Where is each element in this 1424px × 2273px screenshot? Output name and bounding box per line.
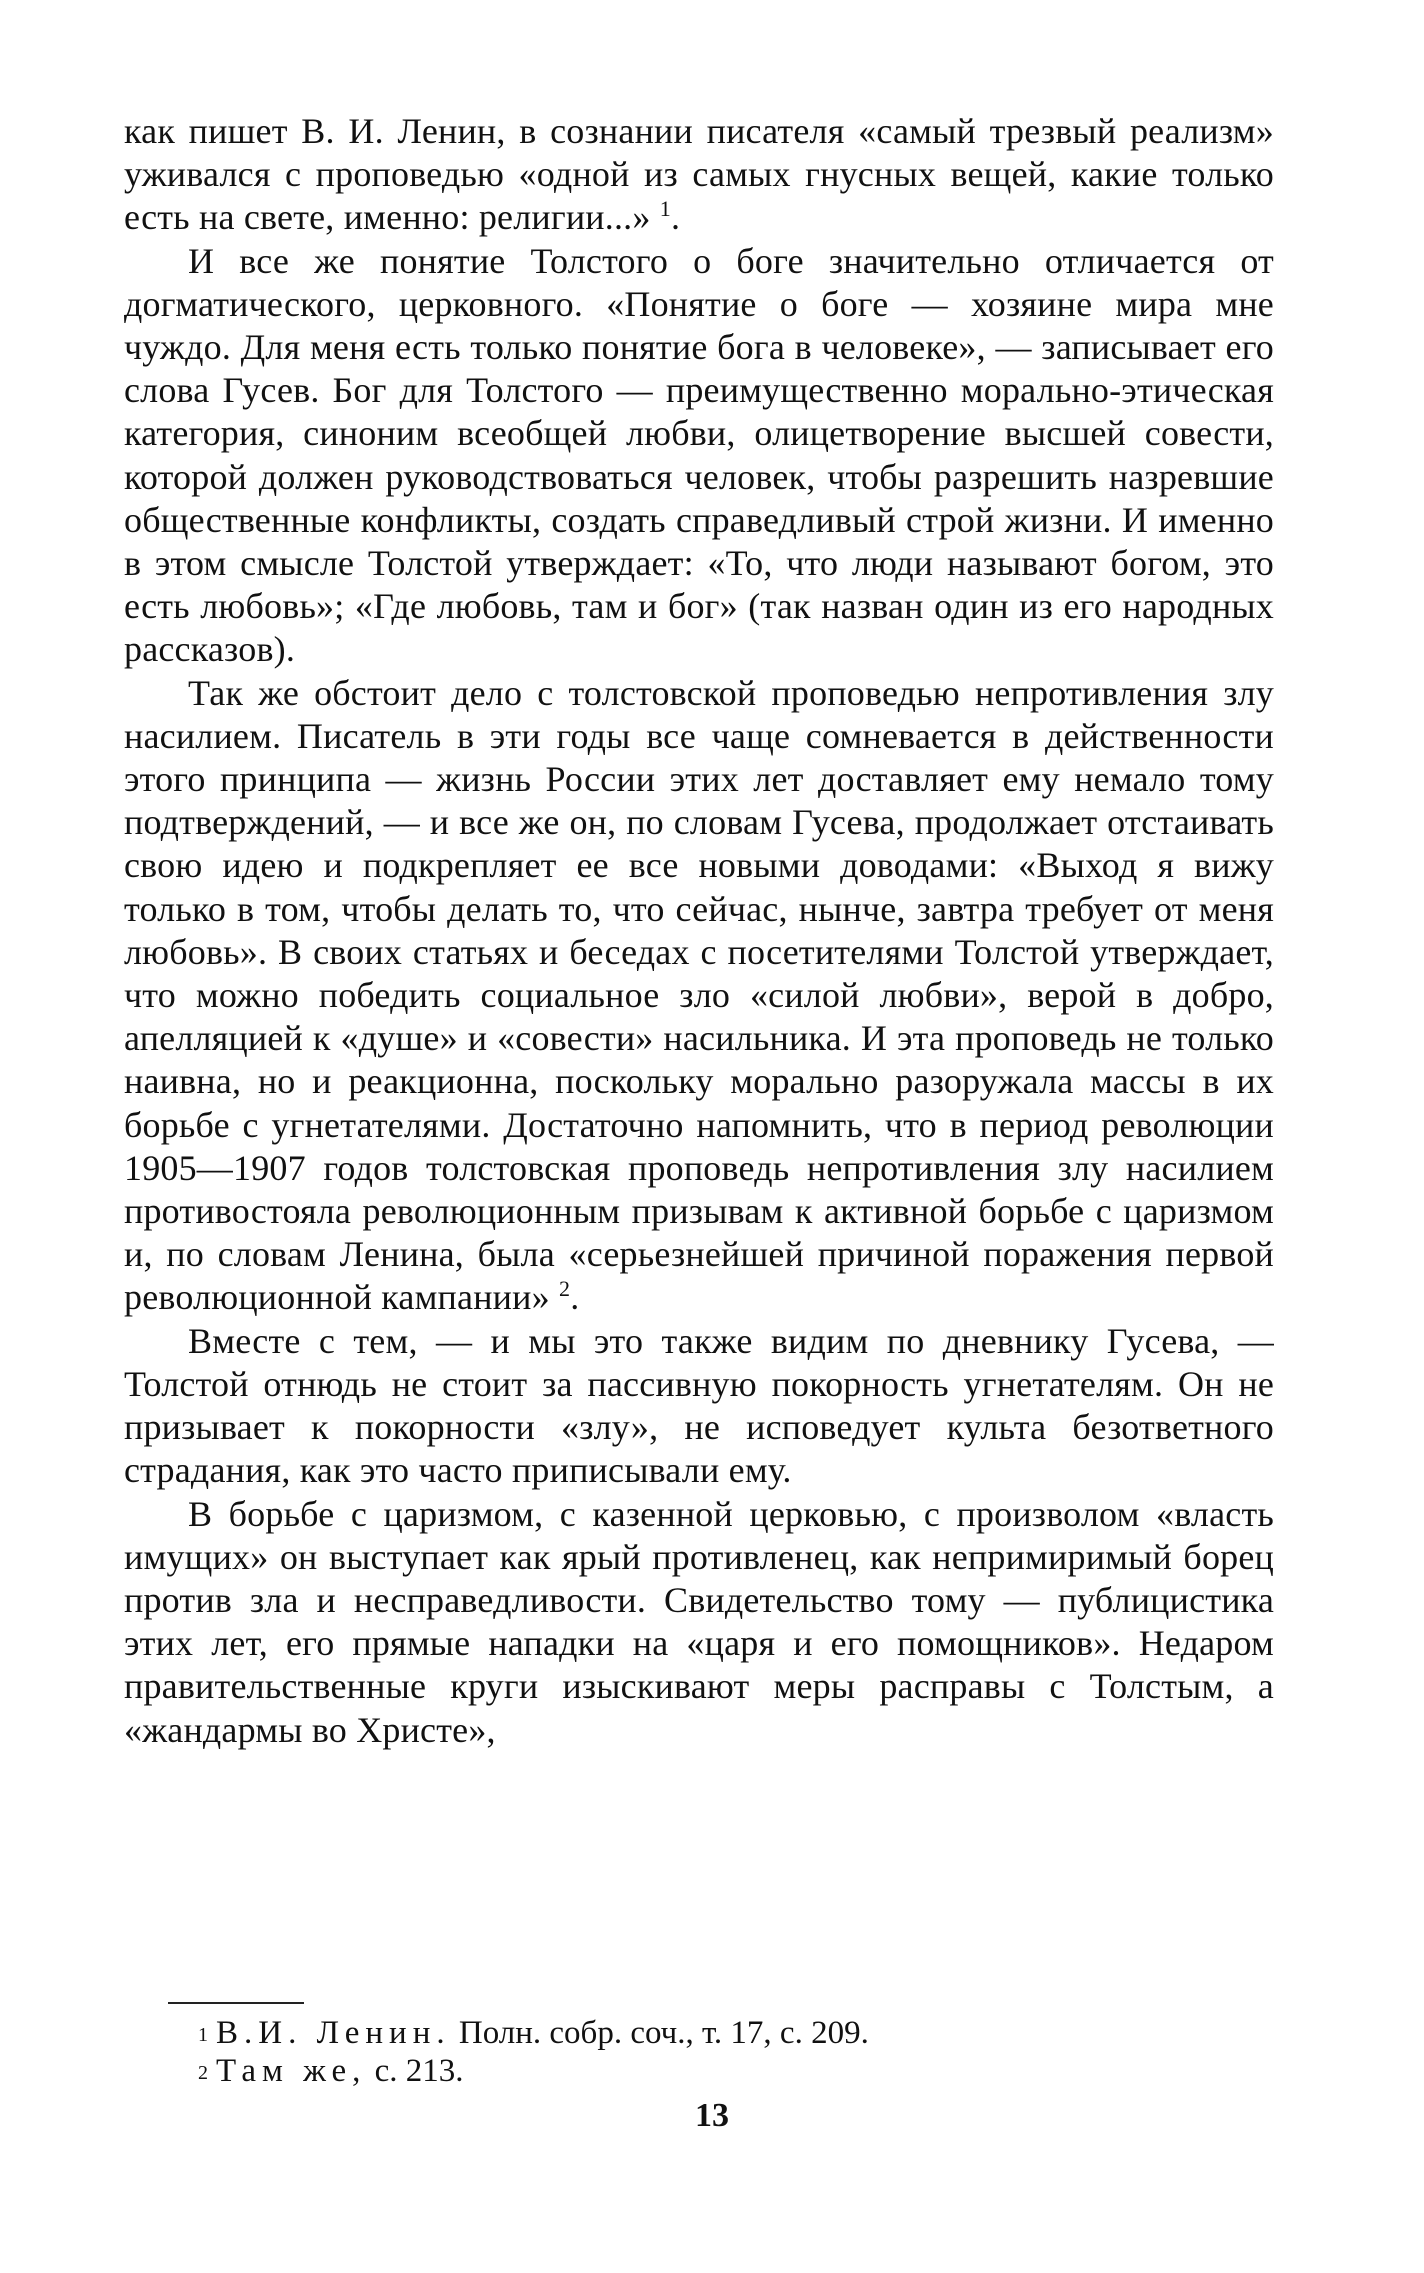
paragraph-3 bbox=[124, 672, 1274, 1320]
footnote-2 bbox=[198, 2052, 869, 2090]
paragraph-2-text: И все же понятие Толстого о боге значительно отличается от догматического, церковного. «Понятие о боге — хозяине мира мне чуждо. Для меня есть только понятие бога в человеке», — записывает его слова Гусев. Бог для Толстого — преимущественно морально-этическая категория, синоним всеобщей любви, олицетворение высшей совести, которой должен руководствоваться человек, чтобы разрешить назревшие общественные конфликты, создать справедливый строй жизни. И именно в этом смысле Толстой утверждает: «То, что люди называют богом, это есть любовь»; «Где любовь, там и бог» (так назван один из его народных рассказов). bbox=[124, 240, 1274, 670]
footnote-1 bbox=[198, 2014, 869, 2052]
paragraph-1-text: как пишет В. И. Ленин, в сознании писателя «самый трезвый реализм» уживался с проповедью «одной из самых гнусных вещей, какие только есть на свете, именно: религии...» bbox=[124, 111, 1274, 238]
footnote-divider bbox=[168, 2002, 304, 2004]
footnote-1-author: В.И. Ленин. bbox=[216, 2015, 451, 2051]
paragraph-2 bbox=[124, 240, 1274, 672]
paragraph-4 bbox=[124, 1320, 1274, 1493]
paragraph-1-end: . bbox=[670, 197, 681, 238]
footnotes bbox=[198, 2014, 869, 2090]
page-number: 13 bbox=[695, 2097, 729, 2134]
footnote-1-text: Полн. собр. соч., т. 17, с. 209. bbox=[458, 2015, 869, 2051]
paragraph-5-text: В борьбе с царизмом, с казенной церковью, с произволом «власть имущих» он выступает как ярый противленец, как непримиримый борец против зла и несправедливости. Свидетельство тому — публицистика этих лет, его прямые нападки на «царя и его помощников». Недаром правительственные круги изыскивают меры расправы с Толстым, а «жандармы во Христе», bbox=[124, 1493, 1274, 1750]
footnote-2-text: с. 213. bbox=[374, 2053, 464, 2089]
paragraph-3-end: . bbox=[570, 1277, 580, 1318]
paragraph-1 bbox=[124, 110, 1274, 240]
footnote-ref-2: 2 bbox=[559, 1276, 571, 1302]
paragraph-5 bbox=[124, 1493, 1274, 1752]
body-text bbox=[124, 110, 1274, 1752]
footnote-ref-1: 1 bbox=[659, 196, 671, 222]
footnote-2-author: Там же, bbox=[216, 2053, 367, 2089]
footnote-2-mark: 2 bbox=[198, 2062, 208, 2084]
paragraph-3-text: Так же обстоит дело с толстовской проповедью непротивления злу насилием. Писатель в эти годы все чаще сомневается в действенности этого принципа — жизнь России этих лет доставляет ему немало тому подтверждений, — и все же он, по словам Гусева, продолжает отстаивать свою идею и подкрепляет ее все новыми доводами: «Выход я вижу только в том, чтобы делать то, что сейчас, нынче, завтра требует от меня любовь». В своих статьях и беседах с посетителями Толстой утверждает, что можно победить социальное зло «силой любви», верой в добро, апелляцией к «душе» и «совести» насильника. И эта проповедь не только наивна, но и реакционна, поскольку морально разоружала массы в их борьбе с угнетателями. Достаточно напомнить, что в период революции 1905—1907 годов толстовская проповедь непротивления злу насилием противостояла революционным призывам к активной борьбе с царизмом и, по словам Ленина, была «серьезнейшей причиной поражения первой революционной кампании» bbox=[124, 672, 1274, 1318]
footnote-1-mark: 1 bbox=[198, 2024, 208, 2046]
paragraph-4-text: Вместе с тем, — и мы это также видим по дневнику Гусева, — Толстой отнюдь не стоит за пассивную покорность угнетателям. Он не призывает к покорности «злу», не исповедует культа безответного страдания, как это часто приписывали ему. bbox=[124, 1320, 1274, 1491]
